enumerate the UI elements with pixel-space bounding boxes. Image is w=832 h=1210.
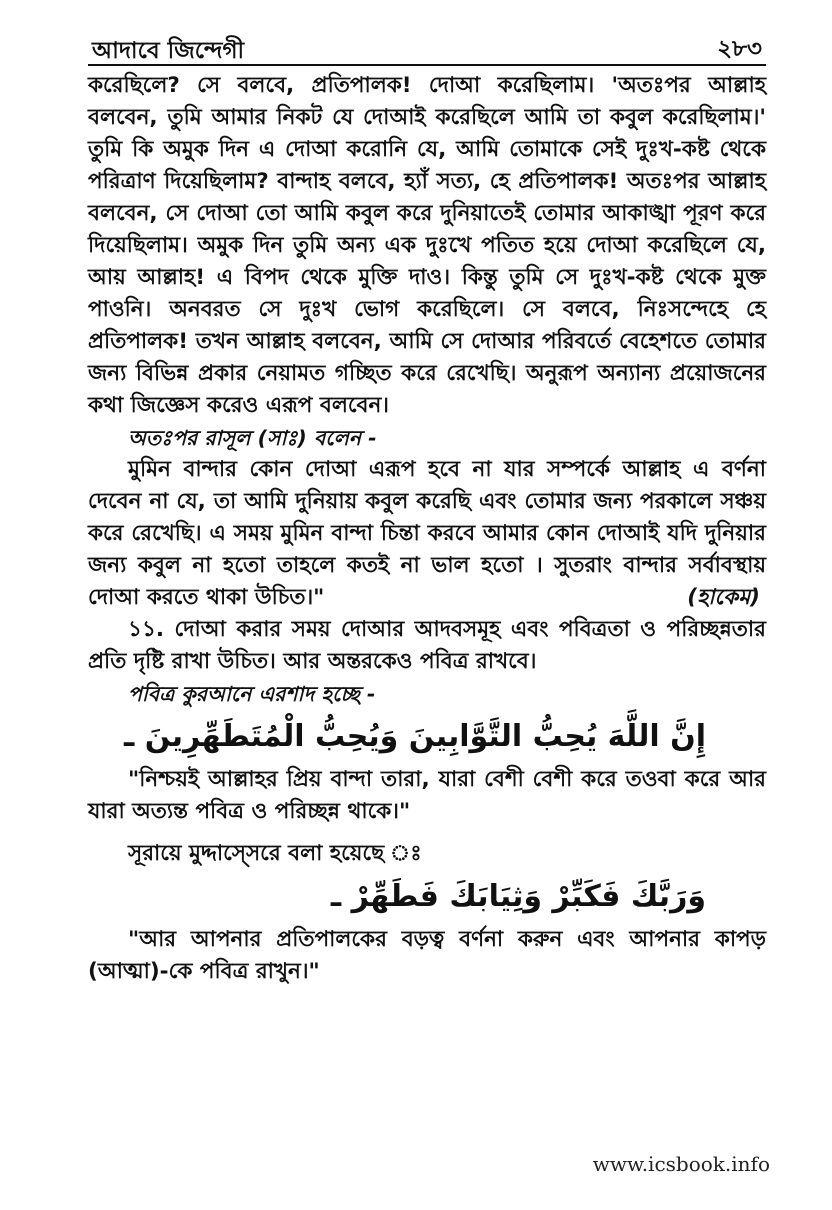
spacer: [88, 828, 766, 838]
paragraph-mumin-dua: [88, 454, 766, 614]
watermark-url: www.icsbook.info: [592, 1152, 770, 1176]
arabic-verse-1: إِنَّ اللَّهَ يُحِبُّ التَّوَّابِينَ وَيُحِبُّ الْمُتَطَهِّرِينَ ـ: [124, 719, 706, 754]
subheading-surah-muddassir: সূরায়ে মুদ্দাস্সেরে বলা হয়েছে ঃ: [128, 841, 422, 866]
page-header: [88, 28, 766, 66]
page-number: ২৮৩: [717, 36, 762, 62]
paragraph-mumin-dua-text: মুমিন বান্দার কোন দোআ এরূপ হবে না যার সম্পর্কে আল্লাহ এ বর্ণনা দেবেন না যে, তা আমি দুনিয়ায় কবুল করেছি এবং তোমার জন্য পরকালে সঞ্চয় করে রেখেছি। এ সময় মুমিন বান্দা চিন্তা করবে আমার কোন দোআই যদি দুনিয়ার জন্য কবুল না হতো তাহলে কতই না ভাল হতো । সুতরাং বান্দার সর্বাবস্থায় দোআ করতে থাকা উচিত।": [88, 457, 766, 610]
page-body: [88, 70, 766, 988]
running-title: আদাবে জিন্দেগী: [92, 38, 245, 64]
subheading-quran-says: পবিত্র কুরআনে এরশাদ হচ্ছে -: [128, 682, 376, 706]
translation-verse-2: "আর আপনার প্রতিপালকের বড়ত্ব বর্ণনা করুন এবং আপনার কাপড় (আত্মা)-কে পবিত্র রাখুন।": [88, 927, 766, 984]
arabic-verse-2: وَرَبَّكَ فَكَبِّرْ وَثِيَابَكَ فَطَهِّرْ ـ: [330, 879, 706, 914]
paragraph-point-11: ১১. দোআ করার সময় দোআর আদবসমূহ এবং পবিত্রতা ও পরিচ্ছন্নতার প্রতি দৃষ্টি রাখা উচিত। আর অন্তরকেও পবিত্র রাখবে।: [88, 617, 766, 674]
paragraph-hadith-continuation: করেছিলে? সে বলবে, প্রতিপালক! দোআ করেছিলাম। 'অতঃপর আল্লাহ বলবেন, তুমি আমার নিকট যে দোআই করেছিলে আমি তা কবুল করেছিলাম।' তুমি কি অমুক দিন এ দোআ করোনি যে, আমি তোমাকে সেই দুঃখ-কষ্ট থেকে পরিত্রাণ দিয়েছিলাম? বান্দাহ বলবে, হ্যাঁ সত্য, হে প্রতিপালক! অতঃপর আল্লাহ বলবেন, সে দোআ তো আমি কবুল করে দুনিয়াতেই তোমার আকাঙ্খা পূরণ করে দিয়েছিলাম। অমুক দিন তুমি অন্য এক দুঃখে পতিত হয়ে দোআ করেছিলে যে, আয় আল্লাহ! এ বিপদ থেকে মুক্তি দাও। কিন্তু তুমি সে দুঃখ-কষ্ট থেকে মুক্ত পাওনি। অনবরত সে দুঃখ ভোগ করেছিলে। সে বলবে, নিঃসন্দেহে হে প্রতিপালক! তখন আল্লাহ বলবেন, আমি সে দোআর পরিবর্তে বেহেশতে তোমার জন্য বিভিন্ন প্রকার নেয়ামত গচ্ছিত করে রেখেছি। অনুরূপ অন্যান্য প্রয়োজনের কথা জিজ্ঞেস করেও এরূপ বলবেন।: [88, 73, 766, 418]
citation: (হাকেম): [687, 585, 760, 610]
subheading-rasul-said: অতঃপর রাসূল (সাঃ) বলেন -: [128, 426, 377, 450]
translation-verse-1: "নিশ্চয়ই আল্লাহর প্রিয় বান্দা তারা, যারা বেশী বেশী করে তওবা করে আর যারা অত্যন্ত পবিত্র ও পরিচ্ছন্ন থাকে।": [88, 767, 766, 824]
